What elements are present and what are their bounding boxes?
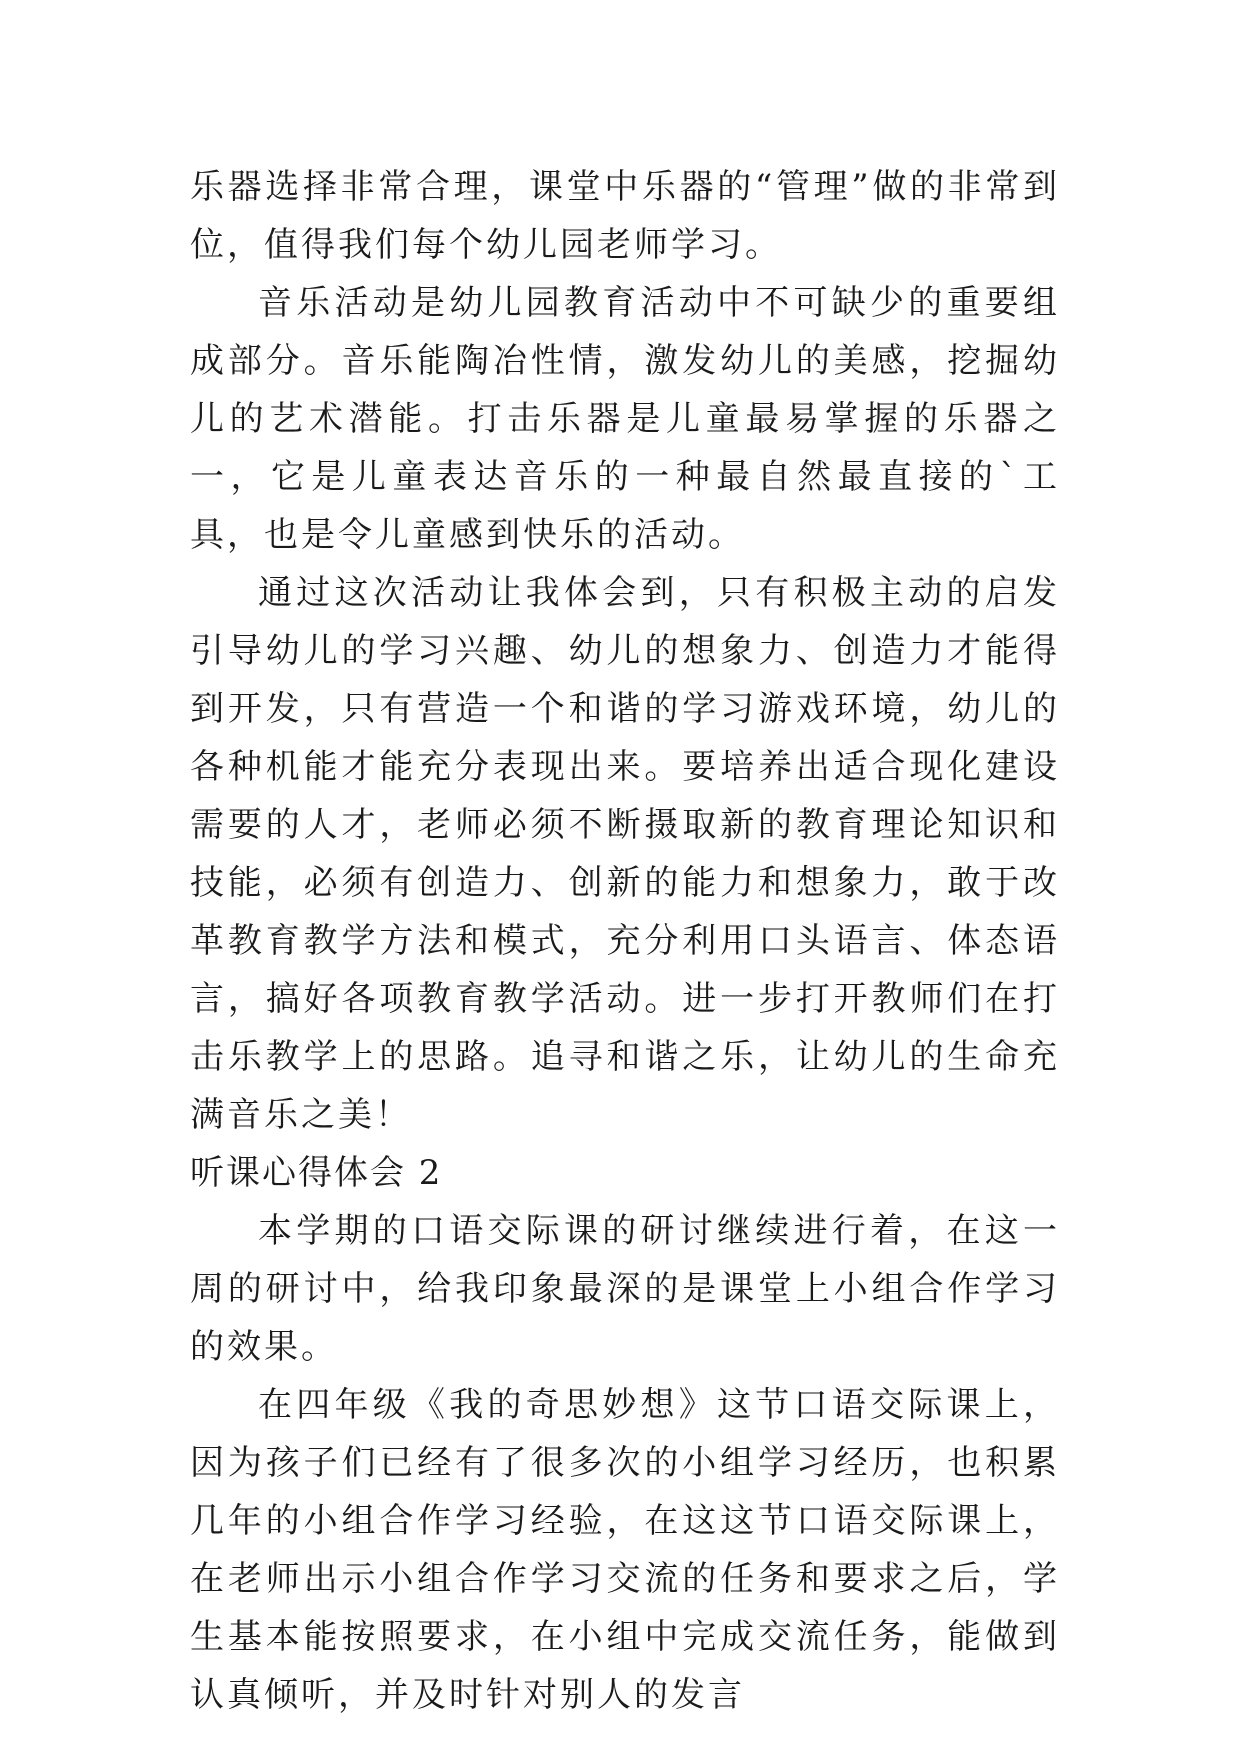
- paragraph-5: 在四年级《我的奇思妙想》这节口语交际课上，因为孩子们已经有了很多次的小组学习经历，也积累几年的小组合作学习经验，在这这节口语交际课上，在老师出示小组合作学习交流的任务和要求之后，学生基本能按照要求，在小组中完成交流任务，能做到认真倾听，并及时针对别人的发言: [190, 1385, 1060, 1715]
- paragraph-4: 本学期的口语交际课的研讨继续进行着，在这一周的研讨中，给我印象最深的是课堂上小组合作学习的效果。: [190, 1211, 1060, 1367]
- document-body: [190, 158, 1060, 1724]
- paragraph-2: 音乐活动是幼儿园教育活动中不可缺少的重要组成部分。音乐能陶冶性情，激发幼儿的美感，挖掘幼儿的艺术潜能。打击乐器是儿童最易掌握的乐器之一，它是儿童表达音乐的一种最自然最直接的`工具，也是令儿童感到快乐的活动。: [190, 283, 1060, 555]
- paragraph-1: 乐器选择非常合理，课堂中乐器的“管理”做的非常到位，值得我们每个幼儿园老师学习。: [190, 167, 1060, 265]
- paragraph-3: 通过这次活动让我体会到，只有积极主动的启发引导幼儿的学习兴趣、幼儿的想象力、创造力才能得到开发，只有营造一个和谐的学习游戏环境，幼儿的各种机能才能充分表现出来。要培养出适合现化建设需要的人才，老师必须不断摄取新的教育理论知识和技能，必须有创造力、创新的能力和想象力，敢于改革教育教学方法和模式，充分利用口头语言、体态语言，搞好各项教育教学活动。进一步打开教师们在打击乐教学上的思路。追寻和谐之乐，让幼儿的生命充满音乐之美！: [190, 573, 1060, 1135]
- section-heading: 听课心得体会 2: [190, 1153, 443, 1193]
